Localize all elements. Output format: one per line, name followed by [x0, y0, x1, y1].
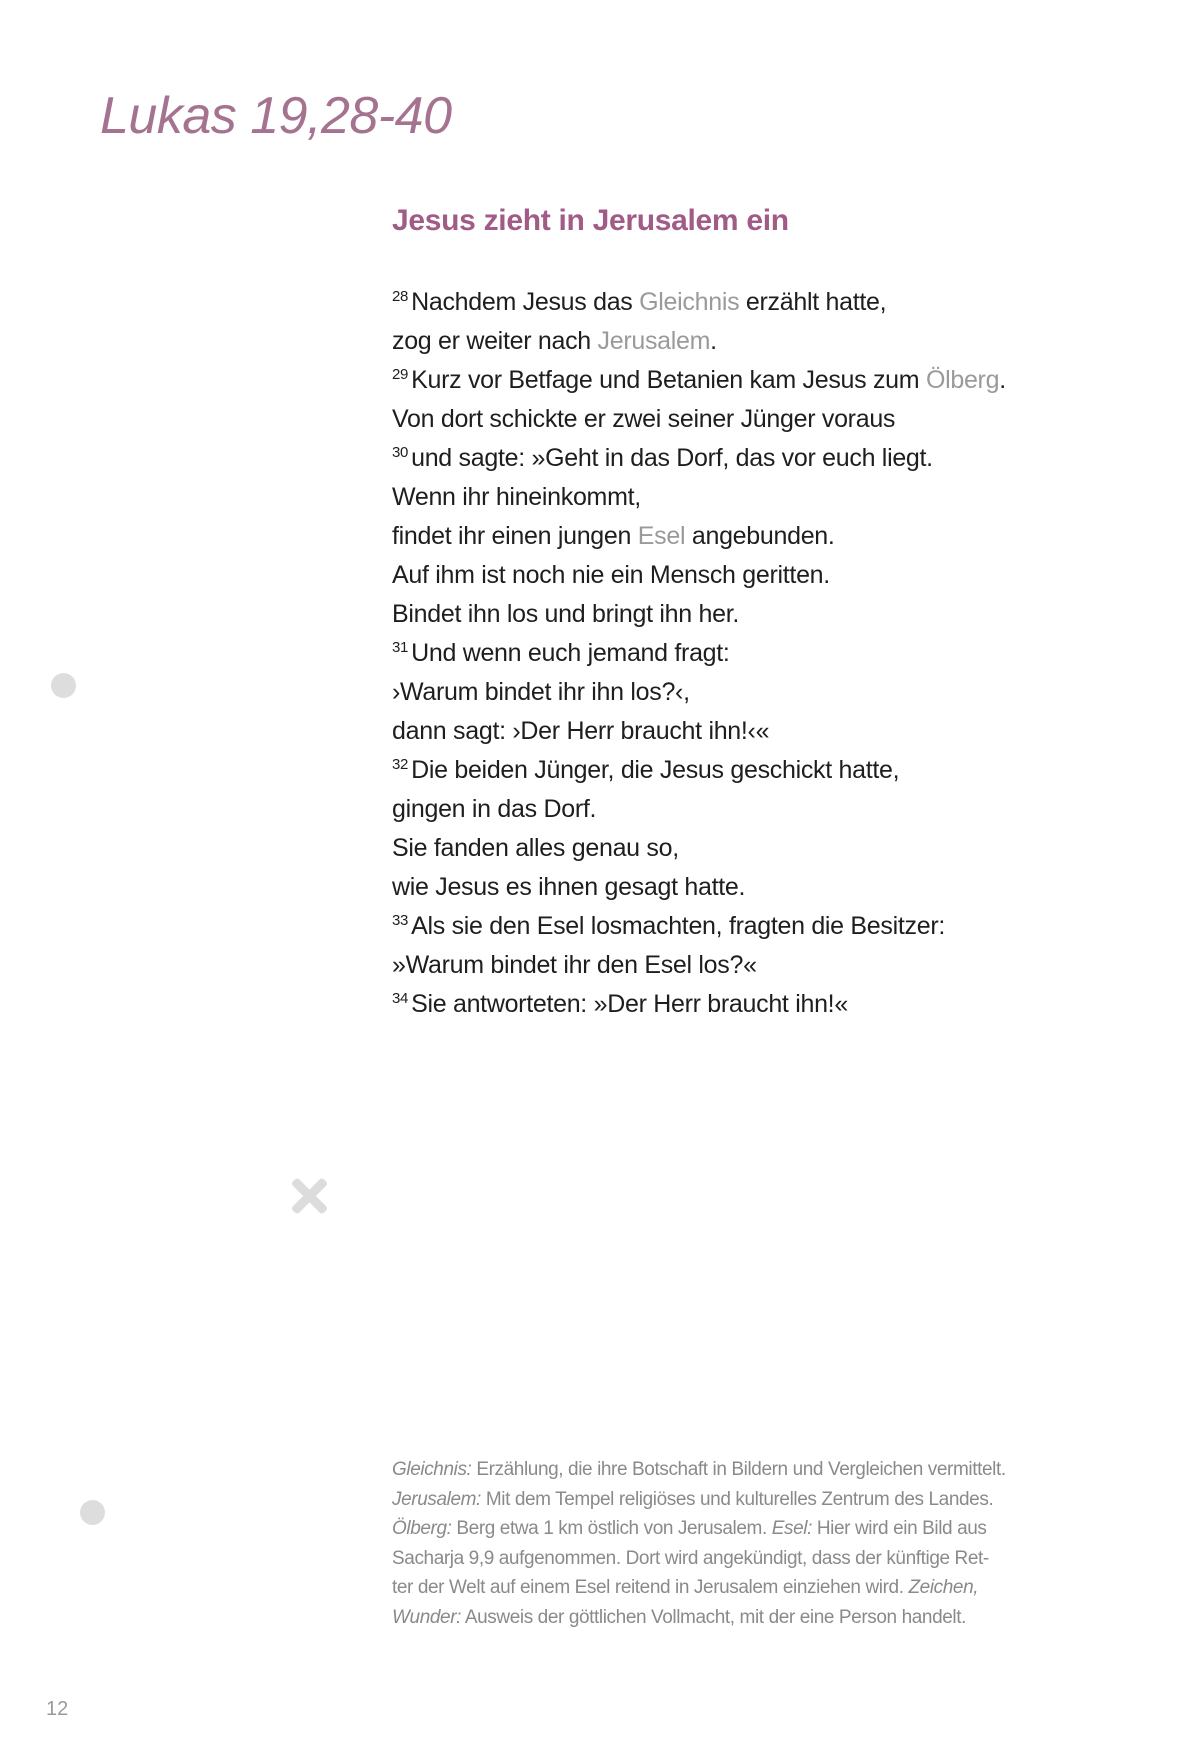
verse-text: findet ihr einen jungen — [392, 522, 638, 550]
footnote-line — [392, 1603, 1032, 1633]
footnote-term: Zeichen, — [908, 1577, 979, 1598]
verse-text: und sagte: »Geht in das Dorf, das vor euch liegt. — [411, 444, 933, 472]
footnote-term: Esel: — [771, 1518, 812, 1539]
footnote-term: Gleichnis: — [392, 1459, 472, 1480]
glossary-footnotes — [392, 1455, 1032, 1632]
verse-line — [392, 517, 1092, 556]
verse-text: Wenn ihr hineinkommt, — [392, 483, 641, 511]
dot-icon — [80, 1500, 105, 1525]
verse-text: »Warum bindet ihr den Esel los?« — [392, 951, 757, 979]
footnote-text: Erzählung, die ihre Botschaft in Bildern und Vergleichen vermittelt. — [471, 1459, 1006, 1480]
bible-text — [392, 283, 1092, 1024]
glossary-term: Esel — [637, 522, 686, 550]
cross-icon — [290, 1177, 328, 1215]
verse-text: zog er weiter nach — [392, 327, 598, 355]
verse-text: . — [999, 366, 1006, 394]
verse-number: 34 — [392, 990, 409, 1007]
verse-line — [392, 478, 1092, 517]
verse-line — [392, 829, 1092, 868]
verse-number: 29 — [392, 366, 409, 383]
verse-number: 31 — [392, 639, 409, 656]
verse-line — [392, 400, 1092, 439]
footnote-text: Ausweis der göttlichen Vollmacht, mit der eine Person handelt. — [461, 1606, 966, 1628]
verse-text: Als sie den Esel losmachten, fragten die Besitzer: — [411, 912, 945, 940]
verse-line — [392, 283, 1092, 322]
footnote-line — [392, 1544, 1032, 1574]
verse-line — [392, 946, 1092, 985]
glossary-term: Gleichnis — [639, 288, 740, 316]
footnote-line — [392, 1455, 1032, 1485]
verse-text: Die beiden Jünger, die Jesus geschickt hatte, — [411, 756, 900, 784]
footnote-text: ter der Welt auf einem Esel reitend in Jerusalem einziehen wird. — [392, 1577, 909, 1598]
verse-text: ›Warum bindet ihr ihn los?‹, — [392, 678, 690, 706]
verse-line — [392, 595, 1092, 634]
footnote-text: Berg etwa 1 km östlich von Jerusalem. — [451, 1518, 772, 1539]
verse-line — [392, 751, 1092, 790]
footnote-text: Sacharja 9,9 aufgenommen. Dort wird angekündigt, dass der künftige Ret- — [392, 1547, 989, 1569]
verse-text: dann sagt: ›Der Herr braucht ihn!‹« — [392, 717, 770, 745]
footnote-line — [392, 1573, 1032, 1603]
verse-text: Nachdem Jesus das — [411, 288, 640, 316]
footnote-line — [392, 1514, 1032, 1544]
verse-text: erzählt hatte, — [739, 288, 887, 316]
page-number: 12 — [46, 1698, 69, 1720]
verse-number: 28 — [392, 288, 409, 305]
verse-line — [392, 361, 1092, 400]
verse-text: Von dort schickte er zwei seiner Jünger voraus — [392, 405, 896, 433]
verse-text: Kurz vor Betfage und Betanien kam Jesus zum — [411, 366, 926, 394]
verse-text: Und wenn euch jemand fragt: — [411, 639, 730, 667]
verse-line — [392, 712, 1092, 751]
verse-text: Auf ihm ist noch nie ein Mensch geritten. — [392, 561, 830, 589]
page-title: Lukas 19,28-40 — [100, 87, 452, 145]
verse-text: angebunden. — [685, 522, 835, 550]
dot-icon — [51, 673, 76, 698]
verse-text: Sie fanden alles genau so, — [392, 834, 679, 862]
verse-number: 30 — [392, 444, 409, 461]
glossary-term: Jerusalem — [597, 327, 711, 355]
verse-line — [392, 556, 1092, 595]
footnote-line — [392, 1485, 1032, 1515]
verse-line — [392, 673, 1092, 712]
footnote-term: Jerusalem: — [392, 1488, 481, 1510]
verse-number: 33 — [392, 912, 409, 929]
verse-text: gingen in das Dorf. — [392, 795, 597, 823]
verse-line — [392, 868, 1092, 907]
verse-line — [392, 790, 1092, 829]
section-heading: Jesus zieht in Jerusalem ein — [392, 204, 789, 237]
footnote-term: Wunder: — [392, 1606, 462, 1628]
verse-line — [392, 439, 1092, 478]
verse-text: . — [710, 327, 717, 355]
verse-line — [392, 322, 1092, 361]
verse-line — [392, 985, 1092, 1024]
footnote-text: Hier wird ein Bild aus — [811, 1518, 987, 1539]
footnote-text: Mit dem Tempel religiöses und kulturelles Zentrum des Landes. — [480, 1488, 994, 1510]
verse-number: 32 — [392, 756, 409, 773]
verse-line — [392, 907, 1092, 946]
footnote-term: Ölberg: — [392, 1518, 452, 1539]
glossary-term: Ölberg — [925, 366, 1000, 394]
verse-line — [392, 634, 1092, 673]
verse-text: Sie antworteten: »Der Herr braucht ihn!« — [411, 990, 848, 1018]
verse-text: Bindet ihn los und bringt ihn her. — [392, 600, 739, 628]
verse-text: wie Jesus es ihnen gesagt hatte. — [392, 873, 746, 901]
